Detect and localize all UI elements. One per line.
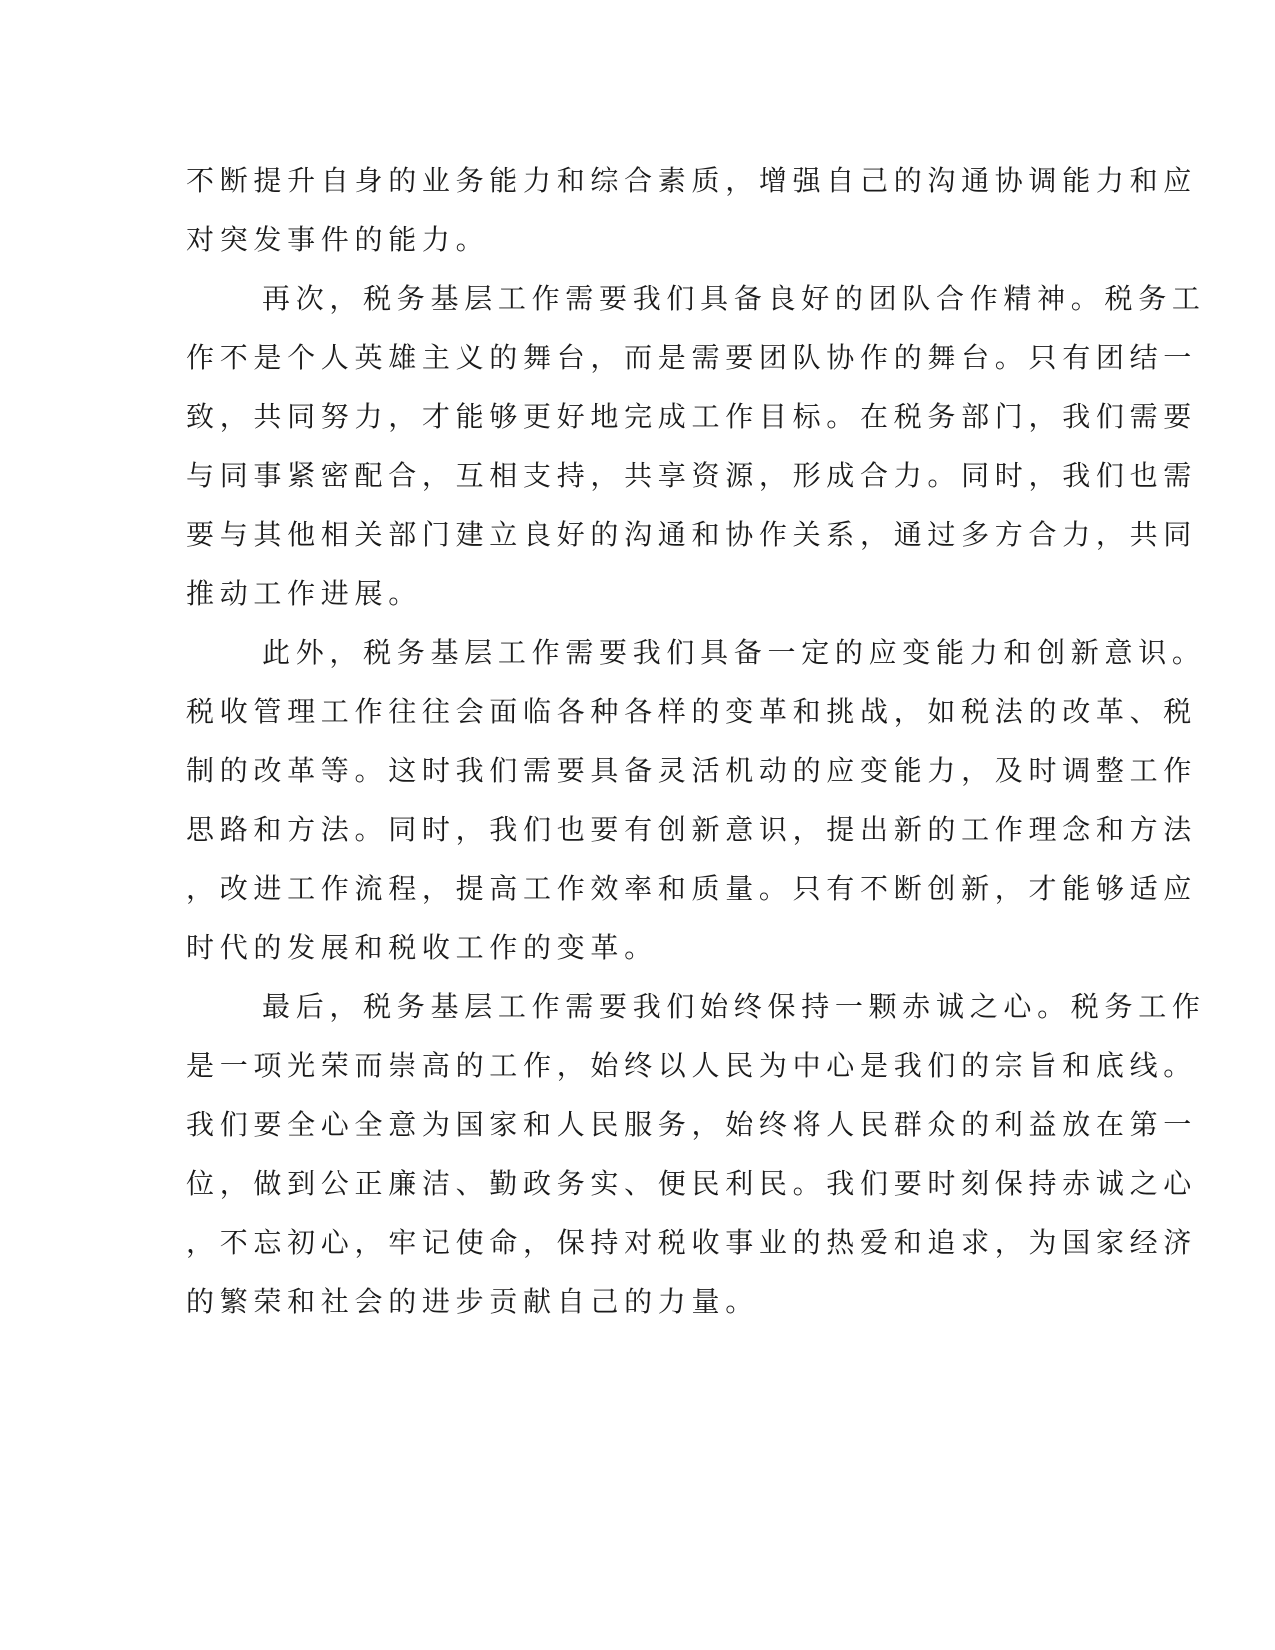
text-line: 与同事紧密配合，互相支持，共享资源，形成合力。同时，我们也需	[186, 459, 1198, 492]
text-line: 对突发事件的能力。	[186, 223, 490, 256]
paragraph-first-line: 此外，税务基层工作需要我们具备一定的应变能力和创新意识。	[262, 636, 1206, 669]
text-line: 的繁荣和社会的进步贡献自己的力量。	[186, 1285, 759, 1318]
text-line: 推动工作进展。	[186, 577, 422, 610]
paragraph-first-line: 再次，税务基层工作需要我们具备良好的团队合作精神。税务工	[262, 282, 1206, 315]
text-line: 作不是个人英雄主义的舞台，而是需要团队协作的舞台。只有团结一	[186, 341, 1198, 374]
text-line: 时代的发展和税收工作的变革。	[186, 931, 658, 964]
text-line: 位，做到公正廉洁、勤政务实、便民利民。我们要时刻保持赤诚之心	[186, 1167, 1198, 1200]
text-line: 制的改革等。这时我们需要具备灵活机动的应变能力，及时调整工作	[186, 754, 1198, 787]
text-line: 要与其他相关部门建立良好的沟通和协作关系，通过多方合力，共同	[186, 518, 1198, 551]
text-line: 是一项光荣而崇高的工作，始终以人民为中心是我们的宗旨和底线。	[186, 1049, 1198, 1082]
text-line: 不断提升自身的业务能力和综合素质，增强自己的沟通协调能力和应	[186, 164, 1198, 197]
text-line: 思路和方法。同时，我们也要有创新意识，提出新的工作理念和方法	[186, 813, 1198, 846]
paragraph-first-line: 最后，税务基层工作需要我们始终保持一颗赤诚之心。税务工作	[262, 990, 1206, 1023]
text-line: 我们要全心全意为国家和人民服务，始终将人民群众的利益放在第一	[186, 1108, 1198, 1141]
text-line: 致，共同努力，才能够更好地完成工作目标。在税务部门，我们需要	[186, 400, 1198, 433]
text-line: 税收管理工作往往会面临各种各样的变革和挑战，如税法的改革、税	[186, 695, 1198, 728]
text-line: ，不忘初心，牢记使命，保持对税收事业的热爱和追求，为国家经济	[186, 1226, 1198, 1259]
text-line: ，改进工作流程，提高工作效率和质量。只有不断创新，才能够适应	[186, 872, 1198, 905]
